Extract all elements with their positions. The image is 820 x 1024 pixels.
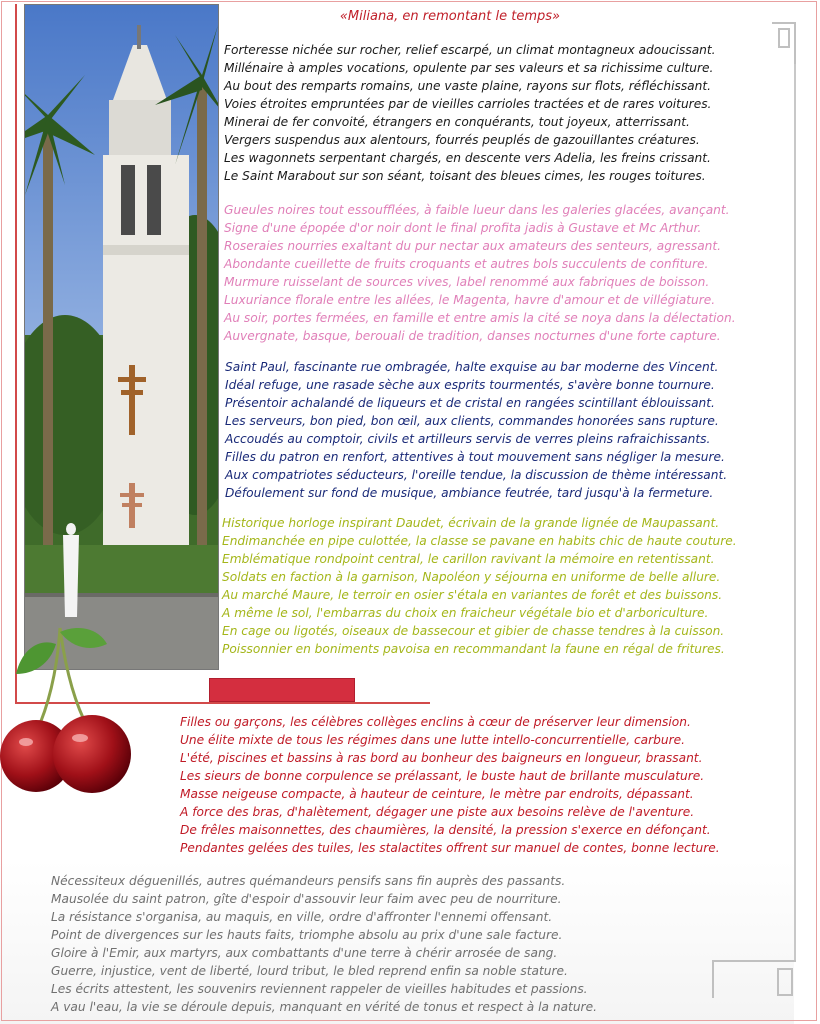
verse-line: Abondante cueillette de fruits croquants et autres bols succulents de confiture. bbox=[224, 257, 709, 271]
verse-line: Murmure ruisselant de sources vives, label renommé aux fabriques de boisson. bbox=[224, 275, 710, 289]
stanza-6 bbox=[51, 872, 597, 1016]
verse-line: Filles du patron en renfort, attentives à tout mouvement sans négliger la mesure. bbox=[225, 450, 725, 464]
verse-line: De frêles maisonnettes, des chaumières, la densité, la pression s'exerce en défonçant. bbox=[180, 823, 711, 837]
verse-line: Historique horloge inspirant Daudet, écrivain de la grande lignée de Maupassant. bbox=[222, 516, 720, 530]
poem-title: «Miliana, en remontant le temps» bbox=[339, 9, 561, 24]
verse-line: Le Saint Marabout sur son séant, toisant des bleues cimes, les rouges toitures. bbox=[224, 169, 706, 183]
verse-line: Nécessiteux déguenillés, autres quémandeurs pensifs sans fin auprès des passants. bbox=[51, 874, 566, 888]
verse-line: Au soir, portes fermées, en famille et entre amis la cité se noya dans la délectation. bbox=[224, 311, 736, 325]
verse-line: Pendantes gelées des tuiles, les stalactites offrent sur manuel de contes, bonne lecture. bbox=[180, 841, 720, 855]
corner-ornament-top-right-inner bbox=[778, 28, 790, 48]
verse-line: Emblématique rondpoint central, le carillon ravivant la mémoire en retentissant. bbox=[222, 552, 715, 566]
verse-line: A même le sol, l'embarras du choix en fraicheur végétale bio et d'arboriculture. bbox=[222, 606, 709, 620]
verse-line: Masse neigeuse compacte, à hauteur de ceinture, le mètre par endroits, dépassant. bbox=[180, 787, 694, 801]
verse-line: Idéal refuge, une rasade sèche aux esprits tourmentés, s'avère bonne tournure. bbox=[225, 378, 715, 392]
verse-line: Poissonnier en boniments pavoisa en recommandant la faune en régal de fritures. bbox=[222, 642, 725, 656]
red-tab-ornament bbox=[209, 678, 355, 702]
verse-line: Défoulement sur fond de musique, ambiance feutrée, tard jusqu'à la fermeture. bbox=[225, 486, 714, 500]
verse-line: Saint Paul, fascinante rue ombragée, halte exquise au bar moderne des Vincent. bbox=[225, 360, 719, 374]
verse-line: A force des bras, d'halètement, dégager une piste aux besoins relève de l'aventure. bbox=[180, 805, 695, 819]
verse-line: Auvergnate, basque, berouali de tradition, danses nocturnes d'une forte capture. bbox=[224, 329, 721, 343]
verse-line: Les écrits attestent, les souvenirs reviennent rappeler de vieilles habitudes et passions. bbox=[51, 982, 588, 996]
verse-line: Les sieurs de bonne corpulence se prélassant, le buste haut de brillante musculature. bbox=[180, 769, 705, 783]
verse-line: Forteresse nichée sur rocher, relief escarpé, un climat montagneux adoucissant. bbox=[224, 43, 716, 57]
verse-line: Au marché Maure, le terroir en osier s'étala en variantes de forêt et des buissons. bbox=[222, 588, 723, 602]
verse-line: Vergers suspendus aux alentours, fourrés peuplés de gazouillantes créatures. bbox=[224, 133, 700, 147]
cherries-illustration bbox=[0, 618, 135, 803]
verse-line: Voies étroites empruntées par de vieilles carrioles tractées et de rares voitures. bbox=[224, 97, 712, 111]
verse-line: La résistance s'organisa, au maquis, en ville, ordre d'affronter l'ennemi offensant. bbox=[51, 910, 553, 924]
stanza-5 bbox=[180, 713, 720, 857]
corner-ornament-bottom-right-inner bbox=[777, 968, 793, 996]
frame-left-rule bbox=[15, 4, 17, 704]
verse-line: Les serveurs, bon pied, bon œil, aux clients, commandes honorées sans rupture. bbox=[225, 414, 719, 428]
verse-line: Luxuriance florale entre les allées, le Magenta, havre d'amour et de villégiature. bbox=[224, 293, 716, 307]
verse-line: Au bout des remparts romains, une vaste plaine, rayons sur flots, réfléchissant. bbox=[224, 79, 712, 93]
verse-line: Aux compatriotes séducteurs, l'oreille tendue, la discussion de thème intéressant. bbox=[225, 468, 728, 482]
verse-line: Gueules noires tout essoufflées, à faible lueur dans les galeries glacées, avançant. bbox=[224, 203, 730, 217]
stanza-1 bbox=[224, 41, 716, 185]
verse-line: Une élite mixte de tous les régimes dans une lutte intello-concurrentielle, carbure. bbox=[180, 733, 685, 747]
stanza-3 bbox=[225, 358, 727, 502]
verse-line: Guerre, injustice, vent de liberté, lourd tribut, le bled reprend enfin sa noble stature. bbox=[51, 964, 568, 978]
verse-line: Millénaire à amples vocations, opulente par ses valeurs et sa richissime culture. bbox=[224, 61, 714, 75]
verse-line: L'été, piscines et bassins à ras bord au bonheur des baigneurs en longueur, brassant. bbox=[180, 751, 703, 765]
verse-line: Gloire à l'Emir, aux martyrs, aux combattants d'une terre à chérir arrosée de sang. bbox=[51, 946, 558, 960]
verse-line: Minerai de fer convoité, étrangers en conquérants, tout joyeux, atterrissant. bbox=[224, 115, 690, 129]
verse-line: Signe d'une épopée d'or noir dont le final profita jadis à Gustave et Mc Arthur. bbox=[224, 221, 702, 235]
verse-line: Point de divergences sur les hauts faits, triomphe absolu au prix d'une sale facture. bbox=[51, 928, 563, 942]
verse-line: Roseraies nourries exaltant du pur nectar aux amateurs des senteurs, agressant. bbox=[224, 239, 722, 253]
verse-line: Présentoir achalandé de liqueurs et de cristal en rangées scintillant éblouissant. bbox=[225, 396, 715, 410]
stanza-4 bbox=[222, 514, 737, 658]
verse-line: Endimanchée en pipe culottée, la classe se pavane en habits chic de haute couture. bbox=[222, 534, 737, 548]
verse-line: Soldats en faction à la garnison, Napoléon y séjourna en uniforme de belle allure. bbox=[222, 570, 721, 584]
verse-line: Accoudés au comptoir, civils et artilleurs servis de verres pleins rafraichissants. bbox=[225, 432, 711, 446]
verse-line: Filles ou garçons, les célèbres collèges enclins à cœur de préserver leur dimension. bbox=[180, 715, 691, 729]
verse-line: A vau l'eau, la vie se déroule depuis, manquant en vérité de tonus et respect à la nature. bbox=[51, 1000, 597, 1014]
stanza-2 bbox=[224, 201, 736, 345]
verse-line: Les wagonnets serpentant chargés, en descente vers Adelia, les freins crissant. bbox=[224, 151, 711, 165]
frame-right-rule bbox=[794, 62, 796, 962]
verse-line: Mausolée du saint patron, gîte d'espoir d'assouvir leur faim avec peu de nourriture. bbox=[51, 892, 562, 906]
verse-line: En cage ou ligotés, oiseaux de bassecour et gibier de chasse tendres à la cuisson. bbox=[222, 624, 725, 638]
minaret-photo bbox=[24, 4, 219, 670]
